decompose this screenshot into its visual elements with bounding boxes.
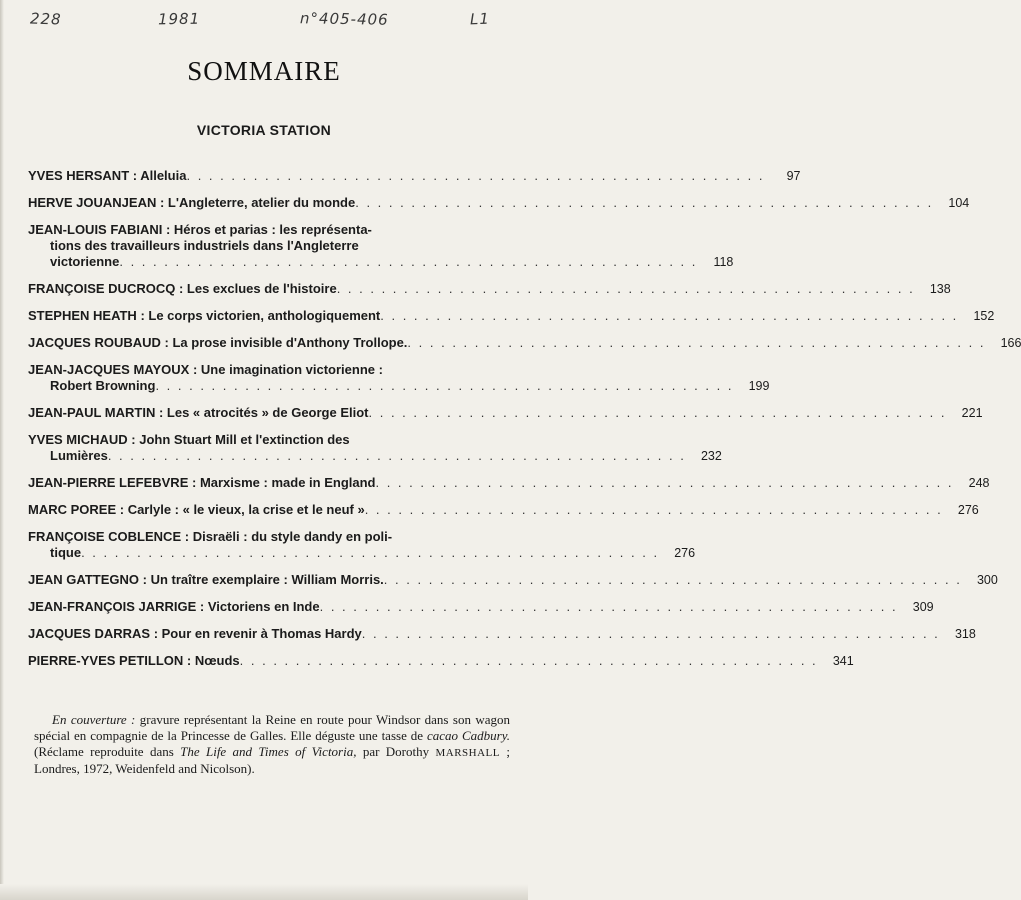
- caption-text-1: gravure représentant la Reine en route pour Windsor dans son wagon spécial en compagnie de la Princesse de Galles. Elle déguste une tasse de: [34, 712, 510, 743]
- toc-entry: [28, 432, 722, 464]
- toc-separator: :: [188, 475, 200, 490]
- toc-title: Héros et parias : les représenta-: [173, 222, 372, 237]
- toc-title-continued: Robert Browning: [50, 378, 156, 393]
- leader-dots: . . . . . . . . . . . . . . . . . . . . . . . . . . . . . . . . . . . . . . . . . . . . . . . . . . . .: [375, 475, 954, 490]
- toc-separator: :: [162, 222, 174, 237]
- toc-entry: [28, 502, 979, 518]
- toc-separator: :: [150, 626, 162, 641]
- toc-page-number: 232: [700, 449, 722, 463]
- caption-text-2: (Réclame reproduite dans: [34, 744, 181, 759]
- toc-separator: :: [160, 335, 173, 350]
- leader-dots: . . . . . . . . . . . . . . . . . . . . . . . . . . . . . . . . . . . . . . . . . . . . . . . . . . . .: [407, 335, 986, 350]
- toc-author: FRANÇOISE DUCROCQ: [28, 281, 176, 296]
- toc-page-number: 248: [968, 476, 990, 490]
- toc-entry: [28, 362, 770, 394]
- toc-entry: [28, 308, 995, 324]
- leader-dots: . . . . . . . . . . . . . . . . . . . . . . . . . . . . . . . . . . . . . . . . . . . . . . . . . . . .: [107, 448, 686, 463]
- toc-page-number: 309: [912, 600, 934, 614]
- toc-author: FRANÇOISE COBLENCE: [28, 529, 182, 544]
- toc-entry: [28, 475, 990, 491]
- toc-page-number: 318: [954, 627, 976, 641]
- toc-separator: :: [136, 308, 149, 323]
- toc-entry: [28, 529, 696, 561]
- leader-dots: . . . . . . . . . . . . . . . . . . . . . . . . . . . . . . . . . . . . . . . . . . . . . . . . . . . .: [319, 599, 898, 614]
- leader-dots: . . . . . . . . . . . . . . . . . . . . . . . . . . . . . . . . . . . . . . . . . . . . . . . . . . . .: [364, 502, 943, 517]
- toc-page-number: 199: [748, 379, 770, 393]
- toc-separator: :: [156, 195, 168, 210]
- toc-page-number: 221: [961, 406, 983, 420]
- caption-text-3: par Dorothy: [356, 744, 436, 759]
- toc-separator: :: [127, 432, 140, 447]
- toc-author: YVES MICHAUD: [28, 432, 128, 447]
- toc-title: Disraëli : du style dandy en poli-: [192, 529, 393, 544]
- caption-book: The Life and Times of Victoria,: [180, 744, 357, 759]
- toc-title-continued: tions des travailleurs industriels dans l'Angleterre: [50, 238, 359, 253]
- handwritten-note-3: n°405-406: [299, 9, 389, 29]
- leader-dots: . . . . . . . . . . . . . . . . . . . . . . . . . . . . . . . . . . . . . . . . . . . . . . . . . . . .: [119, 254, 698, 269]
- toc-separator: :: [175, 281, 187, 296]
- caption-text-4: ; Londres, 1972, Weidenfeld and Nicolson).: [34, 744, 510, 776]
- page-title: SOMMAIRE: [187, 56, 341, 86]
- toc-author: JEAN-PAUL MARTIN: [28, 405, 156, 420]
- cover-caption: [34, 712, 510, 777]
- handwritten-note-1: 228: [29, 9, 62, 29]
- toc-author: YVES HERSANT: [28, 168, 130, 183]
- toc-entry: [28, 653, 854, 669]
- caption-lead: En couverture :: [52, 712, 136, 727]
- toc-author: PIERRE-YVES PETILLON: [28, 653, 184, 668]
- toc-entry: [28, 222, 734, 270]
- toc-author: JEAN-FRANÇOIS JARRIGE: [28, 599, 197, 614]
- toc-title: Pour en revenir à Thomas Hardy: [161, 626, 362, 641]
- toc-title: Les « atrocités » de George Eliot: [166, 405, 369, 420]
- caption-cacao: cacao Cadbury.: [426, 728, 510, 743]
- toc-separator: :: [189, 362, 201, 377]
- toc-page-number: 276: [957, 503, 979, 517]
- toc-author: JEAN-LOUIS FABIANI: [28, 222, 163, 237]
- leader-dots: . . . . . . . . . . . . . . . . . . . . . . . . . . . . . . . . . . . . . . . . . . . . . . . . . . . .: [361, 626, 940, 641]
- toc-separator: :: [183, 653, 195, 668]
- caption-surname: MARSHALL: [435, 747, 500, 759]
- toc-separator: :: [129, 168, 141, 183]
- toc-title: La prose invisible d'Anthony Trollope.: [172, 335, 408, 350]
- table-of-contents: [28, 168, 1021, 680]
- toc-page-number: 341: [832, 654, 854, 668]
- section-title: VICTORIA STATION: [196, 122, 332, 138]
- toc-title: Marxisme : made in England: [199, 475, 376, 490]
- toc-separator: :: [196, 599, 208, 614]
- toc-title: Nœuds: [194, 653, 240, 668]
- leader-dots: . . . . . . . . . . . . . . . . . . . . . . . . . . . . . . . . . . . . . . . . . . . . . . . . . . . .: [380, 308, 959, 323]
- toc-entry: [28, 572, 998, 588]
- page-bottom-edge: [0, 884, 528, 900]
- toc-separator: :: [155, 405, 167, 420]
- handwritten-note-2: 1981: [157, 9, 201, 29]
- toc-title: Victoriens en Inde: [207, 599, 320, 614]
- toc-page-number: 118: [713, 255, 734, 269]
- toc-entry: [28, 195, 970, 211]
- toc-separator: :: [116, 502, 128, 517]
- leader-dots: . . . . . . . . . . . . . . . . . . . . . . . . . . . . . . . . . . . . . . . . . . . . . . . . . . . .: [155, 378, 734, 393]
- leader-dots: . . . . . . . . . . . . . . . . . . . . . . . . . . . . . . . . . . . . . . . . . . . . . . . . . . . .: [186, 168, 765, 183]
- toc-title-continued: victorienne: [50, 254, 120, 269]
- toc-page-number: 166: [1000, 336, 1021, 350]
- toc-title: Une imagination victorienne :: [200, 362, 383, 377]
- toc-entry: [28, 405, 983, 421]
- toc-page-number: 152: [973, 309, 995, 323]
- toc-title: Les exclues de l'histoire: [186, 281, 337, 296]
- toc-title: L'Angleterre, atelier du monde: [167, 195, 356, 210]
- toc-title: Carlyle : « le vieux, la crise et le neuf »: [127, 502, 365, 517]
- toc-author: STEPHEN HEATH: [28, 308, 137, 323]
- handwritten-note-4: L1: [469, 9, 491, 29]
- toc-entry: [28, 335, 1021, 351]
- toc-author: HERVE JOUANJEAN: [28, 195, 157, 210]
- toc-author: JACQUES ROUBAUD: [28, 335, 161, 350]
- toc-author: JEAN-JACQUES MAYOUX: [28, 362, 190, 377]
- toc-entry: [28, 626, 976, 642]
- toc-page-number: 97: [786, 169, 801, 183]
- toc-title-continued: tique: [50, 545, 82, 560]
- toc-author: JACQUES DARRAS: [28, 626, 151, 641]
- leader-dots: . . . . . . . . . . . . . . . . . . . . . . . . . . . . . . . . . . . . . . . . . . . . . . . . . . . .: [336, 281, 915, 296]
- toc-page-number: 300: [976, 573, 998, 587]
- toc-title: John Stuart Mill et l'extinction des: [139, 432, 350, 447]
- toc-author: MARC POREE: [28, 502, 117, 517]
- toc-page-number: 276: [674, 546, 696, 560]
- toc-title-continued: Lumières: [50, 448, 108, 463]
- toc-separator: :: [139, 572, 151, 587]
- leader-dots: . . . . . . . . . . . . . . . . . . . . . . . . . . . . . . . . . . . . . . . . . . . . . . . . . . . .: [81, 545, 660, 560]
- toc-title: Alleluia: [140, 168, 187, 183]
- leader-dots: . . . . . . . . . . . . . . . . . . . . . . . . . . . . . . . . . . . . . . . . . . . . . . . . . . . .: [383, 572, 962, 587]
- leader-dots: . . . . . . . . . . . . . . . . . . . . . . . . . . . . . . . . . . . . . . . . . . . . . . . . . . . .: [355, 195, 934, 210]
- toc-title: Un traître exemplaire : William Morris.: [150, 572, 384, 587]
- leader-dots: . . . . . . . . . . . . . . . . . . . . . . . . . . . . . . . . . . . . . . . . . . . . . . . . . . . .: [239, 653, 818, 668]
- toc-entry: [28, 599, 934, 615]
- toc-page-number: 104: [948, 196, 970, 210]
- toc-separator: :: [181, 529, 193, 544]
- toc-author: JEAN-PIERRE LEFEBVRE: [28, 475, 189, 490]
- toc-entry: [28, 168, 801, 184]
- toc-title: Le corps victorien, anthologiquement: [148, 308, 381, 323]
- toc-entry: [28, 281, 951, 297]
- toc-page-number: 138: [929, 282, 951, 296]
- toc-author: JEAN GATTEGNO: [28, 572, 139, 587]
- leader-dots: . . . . . . . . . . . . . . . . . . . . . . . . . . . . . . . . . . . . . . . . . . . . . . . . . . . .: [368, 405, 947, 420]
